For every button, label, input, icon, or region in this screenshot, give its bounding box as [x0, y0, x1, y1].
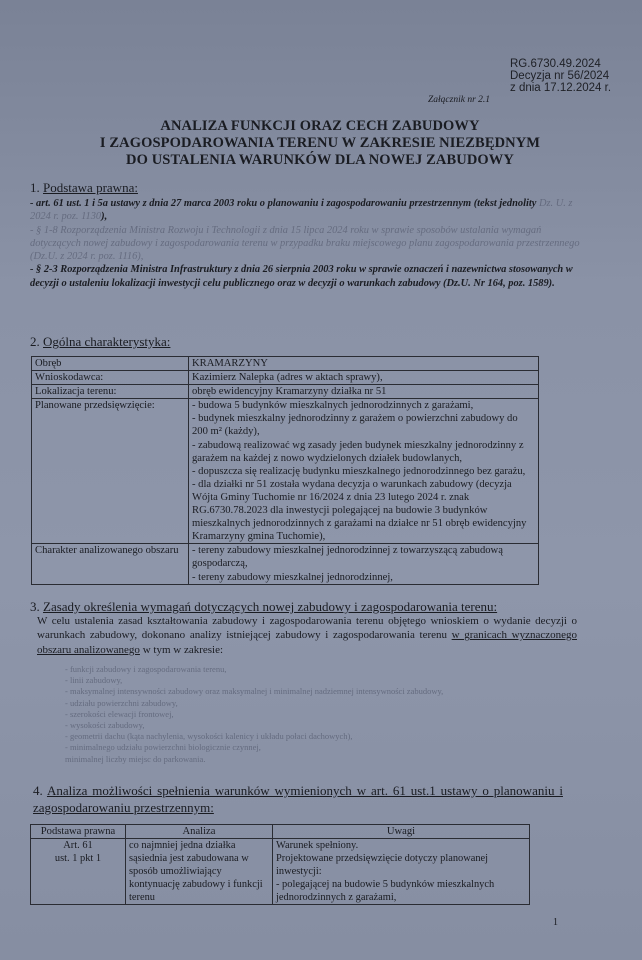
list-item: - minimalnego udziału powierzchni biologicznie czynnej, [65, 742, 261, 753]
decision-number: Decyzja nr 56/2024 [510, 70, 610, 82]
title-line: DO USTALENIA WARUNKÓW DLA NOWEJ ZABUDOWY [126, 152, 514, 168]
list-item: - udziału powierzchni zabudowy, [65, 697, 178, 708]
analysis-scope-list [65, 664, 443, 765]
page-number: 1 [553, 917, 558, 928]
table-header-row: Podstawa prawna Analiza Uwagi [31, 825, 530, 839]
section-number: 1. [30, 180, 40, 195]
general-characteristics-table [31, 356, 539, 585]
table-row: Art. 61 ust. 1 pkt 1 co najmniej jedna działka sąsiednia jest zabudowana w sposób umożliwiający kontynuację zabudowy i funkcji terenu Warunek spełniony. Projektowane przedsięwzięcie dotyczy planowanej inwestycji: - polegającej na budowie 5 budynków mieszkalnych jednorodzinnych z garażami, [31, 839, 530, 905]
legal-basis-item: - § 1-8 Rozporządzenia Ministra Rozwoju i Technologii z dnia 15 lipca 2024 roku w sprawie sposobów ustalania wymagań dotyczących nowej zabudowy i zagospodarowania terenu w przypadku braku miejscowego planu zagospodarowania przestrzennego (Dz.U. z 2024 r. poz. 1116), [30, 224, 580, 263]
title-line: ANALIZA FUNKCJI ORAZ CECH ZABUDOWY [160, 118, 480, 134]
section-2-heading: 2. Ogólna charakterystyka: [30, 334, 171, 349]
document-title [40, 118, 600, 169]
decision-date: z dnia 17.12.2024 r. [510, 82, 612, 94]
attachment-label: Załącznik nr 2.1 [428, 95, 491, 105]
section-3-heading: 3. Zasady określenia wymagań dotyczących nowej zabudowy i zagospodarowania terenu: [30, 599, 498, 614]
table-row: Planowane przedsięwzięcie: - budowa 5 budynków mieszkalnych jednorodzinnych z garażami, - budynek mieszkalny jednorodzinny z garażem o powierzchni zabudowy do 200 m² (każdy), - zabudową realizować wg zasady jeden budynek mieszkalny jednorodzinny z garażem na każdej z nowo wydzielonych działek budowlanych, - dopuszcza się realizację budynku mieszkalnego jednorodzinnego bez garażu, - dla działki nr 51 została wydana decyzja o warunkach zabudowy (decyzja Wójta Gminy Tuchomie nr 16/2024 z dnia 23 lutego 2024 r. znak RG.6730.78.2023 dla inwestycji polegającej na budowie 3 budynków mieszkalnych jednorodzinnych z garażami na działce nr 51 obręb ewidencyjny Kramarzyny gmina Tuchomie), [32, 399, 539, 544]
list-item: - szerokości elewacji frontowej, [65, 708, 174, 719]
table-row: Obręb KRAMARZYNY [32, 357, 539, 371]
list-item: - wysokości zabudowy, [65, 720, 145, 731]
case-number: RG.6730.49.2024 [510, 58, 601, 70]
list-item: - linii zabudowy, [65, 675, 123, 686]
title-line: I ZAGOSPODAROWANIA TERENU W ZAKRESIE NIEZBĘDNYM [99, 135, 541, 151]
list-item: minimalnej liczby miejsc do parkowania. [65, 753, 206, 764]
table-row: Wnioskodawca: Kazimierz Nalepka (adres w aktach sprawy), [32, 371, 539, 385]
legal-basis-item: - § 2-3 Rozporządzenia Ministra Infrastruktury z dnia 26 sierpnia 2003 roku w sprawie oznaczeń i nazewnictwa stosowanych w decyzji o ustaleniu lokalizacji inwestycji celu publicznego oraz w decyzji o warunkach zabudowy (Dz.U. Nr 164, poz. 1589). [30, 264, 573, 289]
table-row: Charakter analizowanego obszaru - tereny zabudowy mieszkalnej jednorodzinnej z towarzyszącą zabudową gospodarczą, - tereny zabudowy mieszkalnej jednorodzinnej, [32, 544, 539, 584]
list-item: - maksymalnej intensywności zabudowy oraz maksymalnej i minimalnej nadziemnej intensywności zabudowy, [65, 686, 444, 697]
case-reference [510, 58, 611, 94]
section-1-heading [30, 180, 138, 196]
section-4-heading: 4. Analiza możliwości spełnienia warunków wymienionych w art. 61 ust.1 ustawy o planowaniu i zagospodarowaniu przestrzennym: [33, 783, 563, 815]
list-item: - funkcji zabudowy i zagospodarowania terenu, [65, 664, 227, 674]
section-title: Podstawa prawna: [43, 180, 138, 195]
legal-basis-list [30, 197, 580, 290]
table-row: Lokalizacja terenu: obręb ewidencyjny Kramarzyny działka nr 51 [32, 385, 539, 399]
list-item: - geometrii dachu (kąta nachylenia, wysokości kalenicy i układu połaci dachowych), [65, 731, 353, 742]
legal-basis-item: - art. 61 ust. 1 i 5a ustawy z dnia 27 marca 2003 roku o planowaniu i zagospodarowaniu przestrzennym (tekst jednolity Dz. U. z 2024 r. poz. 1130), [30, 198, 573, 223]
conditions-analysis-table [30, 824, 530, 905]
section-3-paragraph: W celu ustalenia zasad kształtowania zabudowy i zagospodarowania terenu objętego wnioskiem o wydanie decyzji o warunkach zabudowy, dokonano analizy istniejącej zabudowy i zagospodarowania terenu w granicach wyznaczonego obszaru analizowanego w tym w zakresie: [37, 615, 577, 656]
